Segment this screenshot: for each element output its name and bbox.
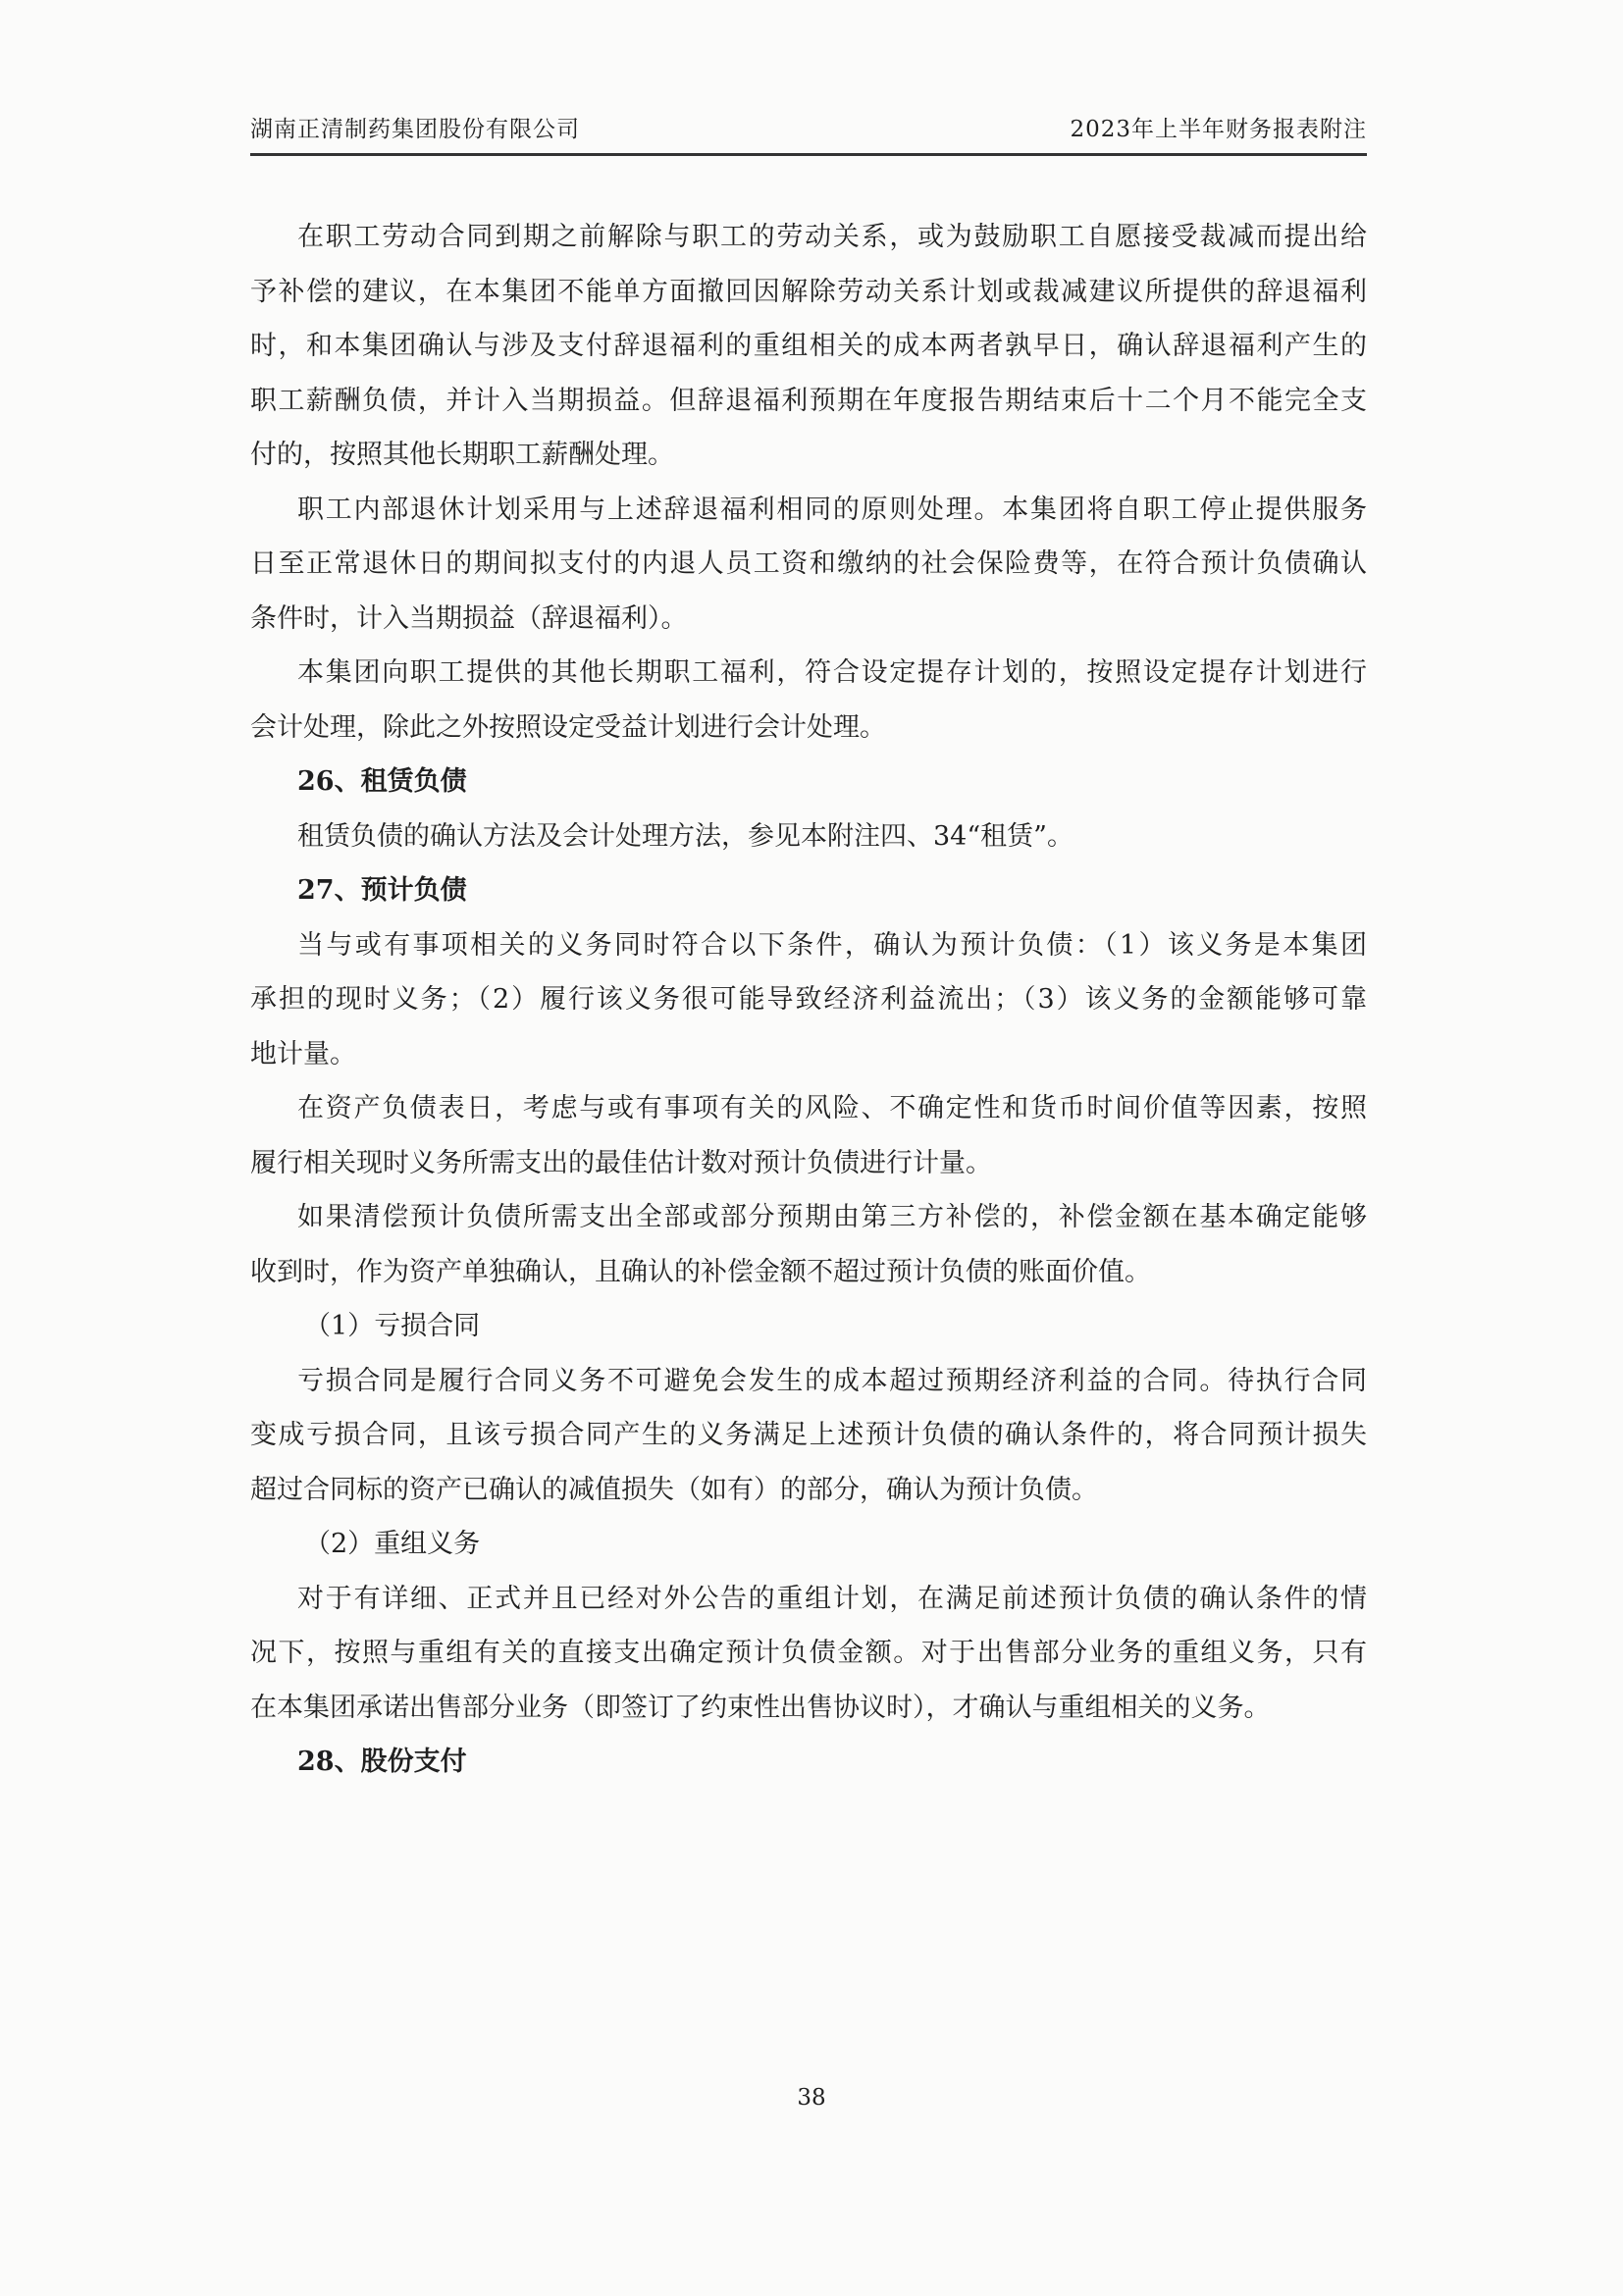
section-heading: 28、股份支付 [297,1747,467,1777]
text-line: 条件时，计入当期损益（辞退福利）。 [250,602,688,634]
text-line: 承担的现时义务；（2）履行该义务很可能导致经济利益流出；（3）该义务的金额能够可靠 [250,984,1367,1015]
text-line: 在本集团承诺出售部分业务（即签订了约束性出售协议时），才确认与重组相关的义务。 [250,1692,1271,1723]
text-line: 况下，按照与重组有关的直接支出确定预计负债金额。对于出售部分业务的重组义务，只有 [250,1638,1367,1668]
text-line: 在职工劳动合同到期之前解除与职工的劳动关系，或为鼓励职工自愿接受裁减而提出给 [297,222,1367,252]
text-line: 本集团向职工提供的其他长期职工福利，符合设定提存计划的，按照设定提存计划进行 [297,657,1367,688]
text-line: 地计量。 [250,1038,356,1070]
text-line: 当与或有事项相关的义务同时符合以下条件，确认为预计负债：（1）该义务是本集团 [297,929,1367,961]
text-line: 收到时，作为资产单独确认，且确认的补偿金额不超过预计负债的账面价值。 [250,1256,1151,1287]
document-body [250,210,1367,1790]
text-line: 如果清偿预计负债所需支出全部或部分预期由第三方补偿的，补偿金额在基本确定能够 [297,1202,1367,1232]
text-line: 日至正常退休日的期间拟支付的内退人员工资和缴纳的社会保险费等，在符合预计负债确认 [250,548,1367,579]
header-divider [250,155,1367,156]
text-line: 会计处理，除此之外按照设定受益计划进行会计处理。 [250,711,886,743]
text-line: 时，和本集团确认与涉及支付辞退福利的重组相关的成本两者孰早日，确认辞退福利产生的 [250,331,1367,361]
text-line: 职工薪酬负债，并计入当期损益。但辞退福利预期在年度报告期结束后十二个月不能完全支 [250,385,1367,416]
text-line: 亏损合同是履行合同义务不可避免会发生的成本超过预期经济利益的合同。待执行合同 [297,1365,1367,1396]
report-title: 2023年上半年财务报表附注 [1070,117,1367,142]
subsection-heading: （1）亏损合同 [304,1311,481,1341]
text-line: 对于有详细、正式并且已经对外公告的重组计划，在满足前述预计负债的确认条件的情 [297,1583,1367,1614]
text-line: 付的，按照其他长期职工薪酬处理。 [250,440,674,470]
page-header [250,111,1367,155]
text-line: 变成亏损合同，且该亏损合同产生的义务满足上述预计负债的确认条件的，将合同预计损失 [250,1420,1367,1450]
text-line: 在资产负债表日，考虑与或有事项有关的风险、不确定性和货币时间价值等因素，按照 [297,1093,1367,1123]
company-name: 湖南正清制药集团股份有限公司 [250,117,580,142]
subsection-heading: （2）重组义务 [304,1529,481,1559]
text-line: 职工内部退休计划采用与上述辞退福利相同的原则处理。本集团将自职工停止提供服务 [297,494,1367,525]
text-line: 租赁负债的确认方法及会计处理方法，参见本附注四、34“租赁”。 [297,820,1073,852]
section-heading: 27、预计负债 [297,875,467,906]
text-line: 履行相关现时义务所需支出的最佳估计数对预计负债进行计量。 [250,1147,992,1178]
text-line: 超过合同标的资产已确认的减值损失（如有）的部分，确认为预计负债。 [250,1474,1098,1505]
section-heading: 26、租赁负债 [297,766,467,797]
page-number: 38 [797,2085,826,2111]
text-line: 予补偿的建议，在本集团不能单方面撤回因解除劳动关系计划或裁减建议所提供的辞退福利 [250,276,1367,307]
